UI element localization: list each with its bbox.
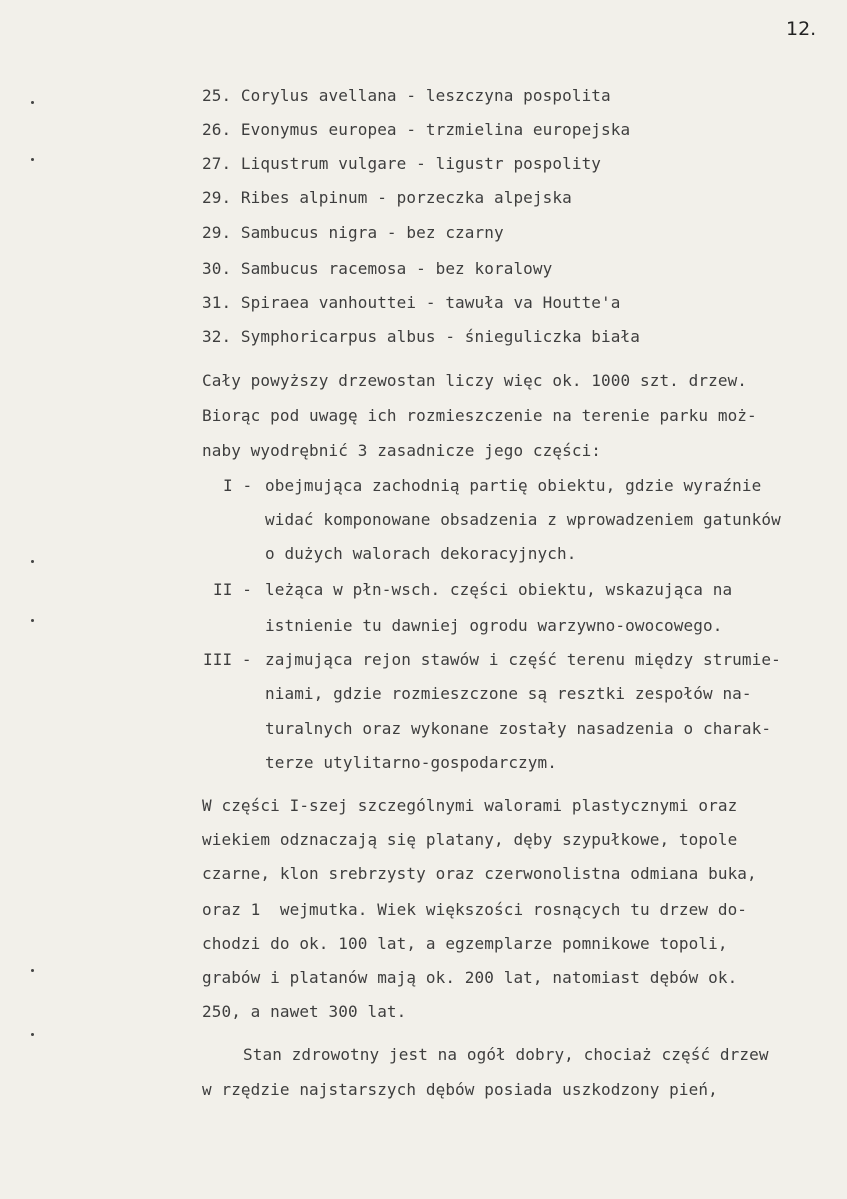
page-number: 12. [786,18,817,40]
paragraph-line: naby wyodrębnić 3 zasadnicze jego części: [202,441,602,460]
binder-hole-mark [31,101,34,104]
section-numeral: I - [223,476,253,495]
paragraph-line: Biorąc pod uwagę ich rozmieszczenie na terenie parku moż- [202,406,757,425]
paragraph-line: grabów i platanów mają ok. 200 lat, natomiast dębów ok. [202,968,738,987]
binder-hole-mark [31,1033,34,1036]
binder-hole-mark [31,158,34,161]
species-item: 29. Sambucus nigra - bez czarny [202,223,504,242]
section-line: turalnych oraz wykonane zostały nasadzenia o charak- [265,719,772,738]
section-numeral: II - [213,580,252,599]
species-item: 30. Sambucus racemosa - bez koralowy [202,259,553,278]
species-item: 32. Symphoricarpus albus - śnieguliczka biała [202,327,640,346]
section-line: zajmująca rejon stawów i część terenu między strumie- [265,650,781,669]
paragraph-line: W części I-szej szczególnymi walorami plastycznymi oraz [202,796,738,815]
section-line: obejmująca zachodnią partię obiektu, gdzie wyraźnie [265,476,762,495]
paragraph-line: Cały powyższy drzewostan liczy więc ok. 1000 szt. drzew. [202,371,748,390]
paragraph-line: 250, a nawet 300 lat. [202,1002,407,1021]
section-line: istnienie tu dawniej ogrodu warzywno-owocowego. [265,616,723,635]
paragraph-line: w rzędzie najstarszych dębów posiada uszkodzony pień, [202,1080,718,1099]
paragraph-line: czarne, klon srebrzysty oraz czerwonolistna odmiana buka, [202,864,757,883]
binder-hole-mark [31,560,34,563]
section-line: terze utylitarno-gospodarczym. [265,753,557,772]
paragraph-line: oraz 1 wejmutka. Wiek większości rosnących tu drzew do- [202,900,748,919]
section-line: widać komponowane obsadzenia z wprowadzeniem gatunków [265,510,781,529]
species-item: 31. Spiraea vanhouttei - tawuła va Houtte'a [202,293,621,312]
species-item: 27. Liqustrum vulgare - ligustr pospolity [202,154,602,173]
species-item: 29. Ribes alpinum - porzeczka alpejska [202,188,572,207]
section-numeral: III - [203,650,252,669]
species-item: 26. Evonymus europea - trzmielina europejska [202,120,631,139]
binder-hole-mark [31,969,34,972]
section-line: leżąca w płn-wsch. części obiektu, wskazująca na [265,580,733,599]
paragraph-line: Stan zdrowotny jest na ogół dobry, chociaż część drzew [243,1045,769,1064]
section-line: niami, gdzie rozmieszczone są resztki zespołów na- [265,684,752,703]
paragraph-line: chodzi do ok. 100 lat, a egzemplarze pomnikowe topoli, [202,934,728,953]
section-line: o dużych walorach dekoracyjnych. [265,544,577,563]
binder-hole-mark [31,619,34,622]
species-item: 25. Corylus avellana - leszczyna pospolita [202,86,611,105]
paragraph-line: wiekiem odznaczają się platany, dęby szypułkowe, topole [202,830,738,849]
